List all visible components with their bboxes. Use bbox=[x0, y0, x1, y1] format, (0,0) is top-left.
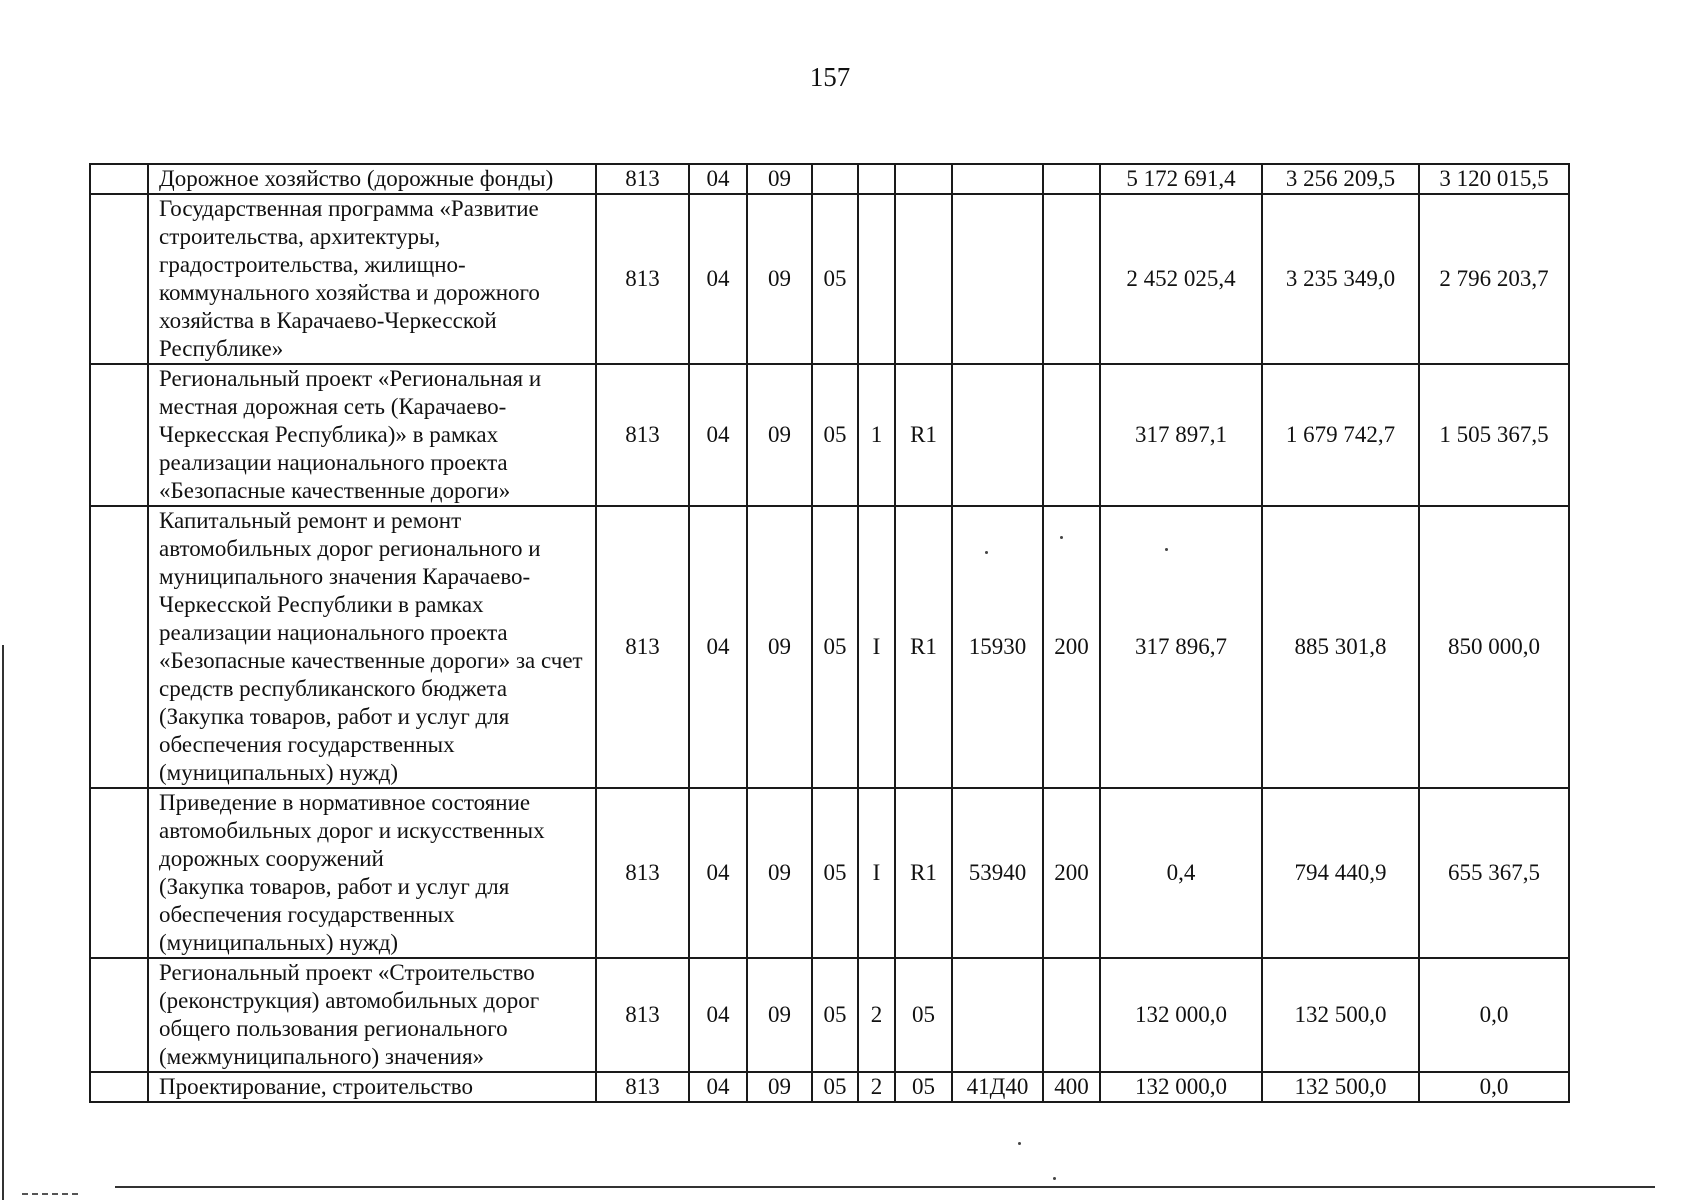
csr-project-cell: 05 bbox=[895, 958, 952, 1072]
csr-project-cell: R1 bbox=[895, 788, 952, 958]
amount-year2-cell: 3 256 209,5 bbox=[1262, 164, 1419, 194]
ved-cell: 813 bbox=[596, 1072, 689, 1102]
pr-cell: 09 bbox=[747, 194, 812, 364]
row-name-cell: Проектирование, строительство bbox=[148, 1072, 596, 1102]
table-row bbox=[90, 194, 1569, 364]
csr-direction-cell: 41Д40 bbox=[952, 1072, 1043, 1102]
budget-table bbox=[89, 163, 1570, 1103]
amount-year1-cell: 2 452 025,4 bbox=[1100, 194, 1262, 364]
rz-cell: 04 bbox=[689, 788, 747, 958]
row-name-cell: Приведение в нормативное состояние автомобильных дорог и искусственных дорожных сооружений (Закупка товаров, работ и услуг для обеспечения государственных (муниципальных) нужд) bbox=[148, 788, 596, 958]
table-row bbox=[90, 1072, 1569, 1102]
csr-subprogram-cell: I bbox=[858, 788, 895, 958]
amount-year3-cell: 2 796 203,7 bbox=[1419, 194, 1569, 364]
amount-year1-cell: 317 897,1 bbox=[1100, 364, 1262, 506]
vr-cell: 200 bbox=[1043, 788, 1100, 958]
amount-year3-cell: 3 120 015,5 bbox=[1419, 164, 1569, 194]
csr-project-cell bbox=[895, 164, 952, 194]
amount-year2-cell: 885 301,8 bbox=[1262, 506, 1419, 788]
csr-program-cell: 05 bbox=[812, 194, 858, 364]
vr-cell bbox=[1043, 164, 1100, 194]
vr-cell bbox=[1043, 958, 1100, 1072]
table-row bbox=[90, 788, 1569, 958]
row-number-cell bbox=[90, 364, 148, 506]
csr-project-cell: R1 bbox=[895, 364, 952, 506]
amount-year1-cell: 132 000,0 bbox=[1100, 1072, 1262, 1102]
amount-year3-cell: 0,0 bbox=[1419, 958, 1569, 1072]
scan-speck bbox=[1018, 1142, 1021, 1145]
ved-cell: 813 bbox=[596, 958, 689, 1072]
table-row bbox=[90, 364, 1569, 506]
vr-cell bbox=[1043, 364, 1100, 506]
scan-bottom-rule bbox=[115, 1186, 1655, 1188]
table-row bbox=[90, 506, 1569, 788]
ved-cell: 813 bbox=[596, 194, 689, 364]
amount-year1-cell: 317 896,7 bbox=[1100, 506, 1262, 788]
csr-project-cell bbox=[895, 194, 952, 364]
row-number-cell bbox=[90, 506, 148, 788]
row-name-cell: Капитальный ремонт и ремонт автомобильных дорог регионального и муниципального значения Карачаево-Черкесской Республики в рамках реализации национального проекта «Безопасные качественные дороги» за счет средств республиканского бюджета (Закупка товаров, работ и услуг для обеспечения государственных (муниципальных) нужд) bbox=[148, 506, 596, 788]
table-body bbox=[90, 164, 1569, 1102]
amount-year1-cell: 0,4 bbox=[1100, 788, 1262, 958]
scan-speck bbox=[985, 551, 988, 554]
amount-year3-cell: 0,0 bbox=[1419, 1072, 1569, 1102]
scan-speck bbox=[1165, 548, 1168, 551]
table-row bbox=[90, 958, 1569, 1072]
csr-program-cell: 05 bbox=[812, 958, 858, 1072]
scan-dash-rule bbox=[22, 1193, 78, 1195]
pr-cell: 09 bbox=[747, 1072, 812, 1102]
csr-direction-cell: 15930 bbox=[952, 506, 1043, 788]
table-row bbox=[90, 164, 1569, 194]
csr-subprogram-cell bbox=[858, 164, 895, 194]
row-name-cell: Государственная программа «Развитие строительства, архитектуры, градостроительства, жилищно-коммунального хозяйства и дорожного хозяйства в Карачаево-Черкесской Республике» bbox=[148, 194, 596, 364]
ved-cell: 813 bbox=[596, 506, 689, 788]
scan-margin-line bbox=[2, 645, 4, 1200]
amount-year3-cell: 1 505 367,5 bbox=[1419, 364, 1569, 506]
csr-subprogram-cell bbox=[858, 194, 895, 364]
csr-program-cell: 05 bbox=[812, 788, 858, 958]
vr-cell bbox=[1043, 194, 1100, 364]
amount-year3-cell: 655 367,5 bbox=[1419, 788, 1569, 958]
pr-cell: 09 bbox=[747, 364, 812, 506]
csr-program-cell: 05 bbox=[812, 506, 858, 788]
amount-year2-cell: 132 500,0 bbox=[1262, 1072, 1419, 1102]
rz-cell: 04 bbox=[689, 194, 747, 364]
row-number-cell bbox=[90, 1072, 148, 1102]
rz-cell: 04 bbox=[689, 164, 747, 194]
amount-year2-cell: 1 679 742,7 bbox=[1262, 364, 1419, 506]
csr-program-cell bbox=[812, 164, 858, 194]
pr-cell: 09 bbox=[747, 788, 812, 958]
amount-year1-cell: 132 000,0 bbox=[1100, 958, 1262, 1072]
csr-subprogram-cell: 2 bbox=[858, 958, 895, 1072]
ved-cell: 813 bbox=[596, 164, 689, 194]
vr-cell: 400 bbox=[1043, 1072, 1100, 1102]
csr-program-cell: 05 bbox=[812, 1072, 858, 1102]
rz-cell: 04 bbox=[689, 958, 747, 1072]
csr-subprogram-cell: 2 bbox=[858, 1072, 895, 1102]
csr-program-cell: 05 bbox=[812, 364, 858, 506]
rz-cell: 04 bbox=[689, 364, 747, 506]
row-number-cell bbox=[90, 958, 148, 1072]
scan-speck bbox=[1053, 1177, 1056, 1180]
ved-cell: 813 bbox=[596, 788, 689, 958]
row-name-cell: Региональный проект «Региональная и местная дорожная сеть (Карачаево-Черкесская Республика)» в рамках реализации национального проекта «Безопасные качественные дороги» bbox=[148, 364, 596, 506]
scan-speck bbox=[1060, 536, 1063, 539]
amount-year2-cell: 132 500,0 bbox=[1262, 958, 1419, 1072]
rz-cell: 04 bbox=[689, 1072, 747, 1102]
csr-direction-cell bbox=[952, 364, 1043, 506]
csr-subprogram-cell: 1 bbox=[858, 364, 895, 506]
ved-cell: 813 bbox=[596, 364, 689, 506]
row-name-cell: Дорожное хозяйство (дорожные фонды) bbox=[148, 164, 596, 194]
vr-cell: 200 bbox=[1043, 506, 1100, 788]
csr-project-cell: 05 bbox=[895, 1072, 952, 1102]
pr-cell: 09 bbox=[747, 506, 812, 788]
pr-cell: 09 bbox=[747, 958, 812, 1072]
csr-direction-cell bbox=[952, 164, 1043, 194]
amount-year3-cell: 850 000,0 bbox=[1419, 506, 1569, 788]
row-number-cell bbox=[90, 788, 148, 958]
csr-subprogram-cell: I bbox=[858, 506, 895, 788]
row-number-cell bbox=[90, 194, 148, 364]
csr-direction-cell bbox=[952, 958, 1043, 1072]
csr-direction-cell bbox=[952, 194, 1043, 364]
csr-direction-cell: 53940 bbox=[952, 788, 1043, 958]
amount-year1-cell: 5 172 691,4 bbox=[1100, 164, 1262, 194]
csr-project-cell: R1 bbox=[895, 506, 952, 788]
amount-year2-cell: 3 235 349,0 bbox=[1262, 194, 1419, 364]
row-name-cell: Региональный проект «Строительство (реконструкция) автомобильных дорог общего пользования регионального (межмуниципального) значения» bbox=[148, 958, 596, 1072]
page-number: 157 bbox=[809, 62, 851, 92]
amount-year2-cell: 794 440,9 bbox=[1262, 788, 1419, 958]
row-number-cell bbox=[90, 164, 148, 194]
pr-cell: 09 bbox=[747, 164, 812, 194]
rz-cell: 04 bbox=[689, 506, 747, 788]
